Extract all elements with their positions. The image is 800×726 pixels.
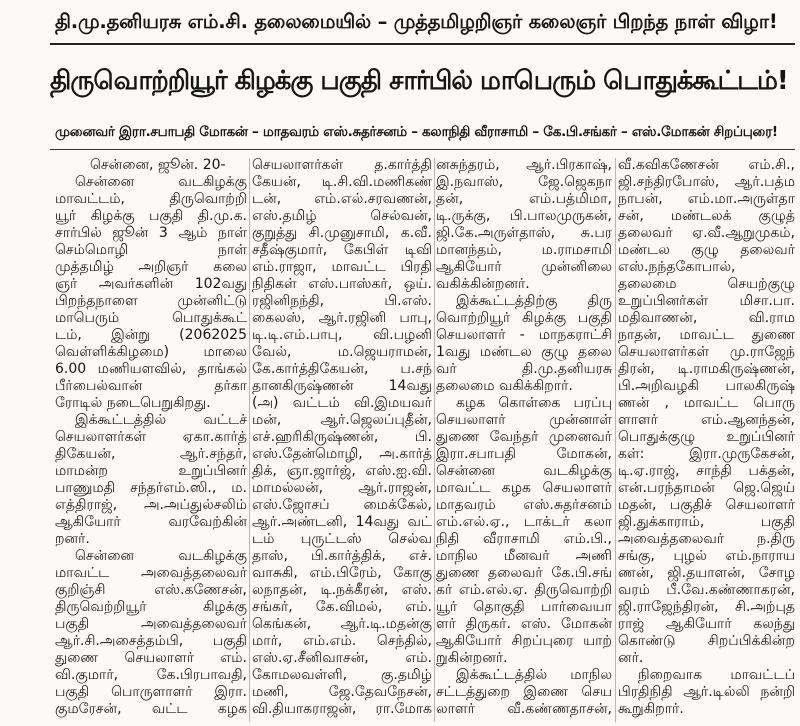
article-line: மாவட்ட கழக செயலாளர் [436, 480, 612, 496]
article-line: 1வது மண்டல குழு தலை [436, 344, 612, 360]
article-line: எத்திராஜ், அ.அப்துல்சலிம் [55, 497, 247, 513]
article-line: டி.டி.எம்.பாபு, வி.பழனி [252, 327, 432, 343]
article-line: நிதி வீராசாமி எம்.பி., [436, 531, 612, 547]
article-line: ஆர்.சி.அசைத்தம்பி, பகுதி [55, 633, 247, 649]
article-line: பீர்பைல்வான் தர்கா [55, 378, 247, 394]
article-line: மணி, ஜே.தேவநேசன், [252, 684, 432, 700]
article-line: மண்டல குழு தலைவர் [618, 242, 795, 258]
article-line: ளர் திருகர். எஸ். மோகன் [436, 616, 612, 632]
article-line: ணன், ஜி.தயாளன், சோழ [618, 565, 795, 581]
article-line: சார்பில் ஜூன் 3 ஆம் நாள் [55, 225, 247, 241]
article-line: டி.ஏ.ராஜ், சாந்தி பக்தன், [618, 463, 795, 479]
article-line: சதீஷ்குமார், கேபிள் டிவி [252, 242, 432, 258]
article-line: திரன், டி.ராமகிருஷ்ணன், [618, 361, 795, 377]
article-line: கேயன், டி.சி.வி.மணிகண் [252, 174, 432, 190]
article-line: ஆர்.அண்டனி, 14வது வட் [252, 514, 432, 530]
article-line: கைலஸ், ஆர்.ரஜினி பாபு, [252, 310, 432, 326]
article-line: துணை வேந்தர் முனைவர் [436, 429, 612, 445]
article-line: ரஜினிநந்தி, பி.எஸ். [252, 293, 432, 309]
article-line: மதிவாணன், வி.ராம [618, 310, 795, 326]
column-divider [615, 158, 616, 722]
article-line: எஸ்.தமிழ் செல்வன், [252, 208, 432, 224]
article-line: கூறுகிறார். [618, 701, 684, 717]
article-line: கெங்கன், ஆர்.டி.மதன்கு [252, 616, 432, 632]
article-line: சங்கு, புழல் எம்.நாராய [618, 548, 795, 564]
article-line: செம்மொழி நாள் [55, 242, 247, 258]
article-line: னர். [618, 650, 644, 666]
article-line: கழக கொள்கை பரப்பு [456, 395, 612, 411]
article-line: (அ) வட்டம் வி.இமயவர் [252, 395, 432, 411]
article-line: ணன் , மாவட்ட பொரு [618, 395, 795, 411]
article-line: வகிக்கின்றனர். [436, 276, 530, 292]
article-line: தலைவர் ஏ.வீ.ஆறுமுகம், [618, 225, 795, 241]
article-line: பகுதி பொருளாளர் இரா. [55, 684, 247, 700]
article-line: எம்.எல்.ஏ., டாக்டர் கலா [436, 514, 612, 530]
article-line: னசுந்தரம், ஆர்.பிரகாஷ், [436, 157, 612, 173]
article-line: சென்னை வடகிழக்கு [75, 548, 247, 564]
article-line: வேல், ம.ஜெயராமன், [252, 344, 432, 360]
article-line: கே.கார்த்திகேயன், ப.சந் [252, 361, 432, 377]
article-line: முத்தமிழ் அறிஞர் கலை [55, 259, 247, 275]
article-line: மார், எம்.எம். செந்தில், [252, 633, 432, 649]
headline: திருவொற்றியூர் கிழக்கு பகுதி சார்பில் மாபெரும் பொதுக்கூட்டம்! [50, 66, 788, 96]
article-line: ஜி.சந்திரபோஸ், ஆர்.பத்ம [618, 174, 795, 190]
article-line: மதன், பகுதிச் செயலாளர் [618, 497, 795, 513]
article-line: பொதுக்குழு உறுப்பினர் [618, 429, 795, 445]
article-line: உறுப்பினர்கள் மிசா.பா. [618, 293, 795, 309]
article-line: ஜி.துக்காராம், பகுதி [618, 514, 795, 530]
article-line: சென்னை வடகிழக்கு [75, 174, 247, 190]
article-line: வொற்றியூர் கிழக்கு பகுதி [436, 310, 612, 326]
article-line: மாமல்லன், ஆர்.ராஜன், [252, 480, 432, 496]
article-line: எம்.ராஜா, மாவட்ட பிரதி [252, 259, 432, 275]
article-line: றுகின்றனர். [436, 650, 508, 666]
article-line: சட்டத்துறை இணை செய [436, 684, 612, 700]
article-line: என்.பரந்தாமன் ஜெ.ஜெய் [618, 480, 795, 496]
article-line: கள்: இரா.முருகேசன், [618, 446, 795, 462]
article-line: தன், எம்.பத்மிமா, [436, 191, 612, 207]
article-line: பாணுமதி சந்தர்எம்.ஸி., ம. [55, 480, 247, 496]
article-column-3 [436, 157, 612, 718]
article-line: தாஸ், பி.கார்த்திக், எச். [252, 548, 432, 564]
article-line: குமரேசன், வட்ட கழக [55, 701, 247, 717]
article-line: வர் தி.மு.தனியரசு [436, 361, 612, 377]
article-line: செயலாளர்கள் த.கார்த்தி [252, 157, 432, 173]
article-line: ஞர் அவர்களின் 102வது [55, 276, 247, 292]
article-line: ஆகியோர் முன்னிலை [436, 259, 612, 275]
article-line: வாசுகி, எம்.பிரேம், கோகு [252, 565, 432, 581]
article-line: சங்கர், கே.விமல், எம். [252, 599, 432, 615]
article-line: ஆகியோர் சிறப்புரை யாற் [436, 633, 612, 649]
article-line: திக், ஞா.ஜார்ஜ், எஸ்.ஐ.வி. [252, 463, 432, 479]
article-line: பிறந்தநாளை முன்னிட்டு [55, 293, 247, 309]
article-line: மாபெரும் பொதுக்கூட் [55, 310, 247, 326]
article-line: வி.குமார், கே.பிரபாவதி, [55, 667, 247, 683]
article-line: யூர் கிழக்கு பகுதி தி.மு.க. [55, 208, 247, 224]
article-line: தானகிருஷ்ணன் 14வது [252, 378, 432, 394]
article-line: யூர் தொகுதி பார்வையா [436, 599, 612, 615]
article-line: றனர். [55, 531, 90, 547]
article-line: தலைமை செயற்குழு [618, 276, 795, 292]
article-line: எஸ்.தேன்மொழி, அ.கார்த் [252, 446, 432, 462]
column-divider [434, 158, 435, 722]
article-line: ஆகியோர் வரவேற்கின் [55, 514, 247, 530]
article-line: இரா.சபாபதி மோகன், [436, 446, 612, 462]
article-line: வரம் பீ.வே.கண்ணாகரன், [618, 582, 795, 598]
article-line: குறுத்து சி.முனுசாமி, க.வீ. [252, 225, 432, 241]
subhead-rule [50, 149, 795, 150]
article-line: மாவட்ட அவைத்தலைவர் [55, 565, 247, 581]
article-line: ராஜ் ஆகியோர் கலந்து [618, 616, 795, 632]
article-line: டி.ருக்கு, பி.பாலமுருகன், [436, 208, 612, 224]
article-line: துணை தலைவர் கே.பி.சங் [436, 565, 612, 581]
column-divider [249, 158, 250, 722]
article-line: பிரதிநிதி ஆர்.டில்லி நன்றி [618, 684, 795, 700]
article-line: வெள்ளிக்கிழமை) மாலை [55, 344, 247, 360]
article-line: மாதவரம் எஸ்.சுதர்சனம் [436, 497, 612, 513]
article-line: டம், இன்று (2062025 [55, 327, 247, 343]
article-line: இக்கூட்டத்திற்கு திரு [456, 293, 612, 309]
article-line: வீ.கவிகணேசன் எம்.சி., [618, 157, 795, 173]
article-line: செயலாளர்கள் ஏகா.கார்த் [55, 429, 247, 445]
article-line: இ.நவாஸ், ஜே.ஜெகநா [436, 174, 612, 190]
article-line: ஜி.ராஜேந்திரன், சி.அற்புத [618, 599, 795, 615]
article-line: ஜி.கே.அருள்தாஸ், சு.பர [436, 225, 612, 241]
article-line: எஸ்.ஜோசப் மைக்கேல், [252, 497, 432, 513]
article-line: குறிஞ்சி எஸ்.கணேசன், [55, 582, 247, 598]
article-line: கோமலவள்ளி, கு.தமிழ் [252, 667, 432, 683]
article-line: எஸ்.ஏ.சீனிவாசன், எம். [252, 650, 432, 666]
article-line: டன், எம்.எல்.சரவணன், [252, 191, 432, 207]
article-line: 6.00 மணியளவில், தாங்கல் [55, 361, 247, 377]
article-line: லநாதன், டி.நக்கீரன், எஸ். [252, 582, 432, 598]
dateline: சென்னை, ஜூன். 20- [90, 157, 226, 173]
article-line: இக்கூட்டத்தில் வட்டச் [75, 412, 247, 428]
article-line: மாமன்ற உறுப்பினர் [55, 463, 247, 479]
article-line: வி.தியாகராஜன், ரா.மோக [252, 701, 432, 717]
article-line: லாளர் வீ.கண்ணதாசன், [436, 701, 612, 717]
article-line: செயலாளர்கள் மு.ராஜேந் [618, 344, 795, 360]
article-line: எஸ்.நந்தகோபால், [618, 259, 736, 275]
article-line: எச்.ஹரிகிருஷ்ணன், பி. [252, 429, 432, 445]
article-line: மாநில மீனவர் அணி [436, 548, 612, 564]
article-line: டம் புருட்டஸ் செல்வ [252, 531, 432, 547]
article-line: சன், மண்டலக் குழுத் [618, 208, 795, 224]
article-line: நாபன், எம்.மா.அருள்தா [618, 191, 795, 207]
article-line: திருவெற்றியூர் கிழக்கு [55, 599, 247, 615]
article-line: நிதிகள் எஸ்.பாஸ்கர், ஒய். [252, 276, 432, 292]
article-line: செயலாளர் - மாநகராட்சி [436, 327, 612, 343]
article-line: தலைமை வகிக்கிறார். [436, 378, 573, 394]
kicker-line: தி.மு.தனியரசு எம்.சி. தலைமையில் – முத்தமிழறிஞர் கலைஞர் பிறந்த நாள் விழா! [55, 10, 778, 33]
article-line: திகேயன், ஆர்.சந்தர், [55, 446, 247, 462]
article-line: பகுதி அவைத்தலைவர் [55, 616, 247, 632]
subheadline: முனைவர் இரா.சபாபதி மோகன் – மாதவரம் எஸ்.சுதர்சனம் – கலாநிதி வீராசாமி – கே.பி.சங்கர் – எஸ்.மோகன் சிறப்புரை! [55, 124, 778, 140]
article-line: அவைத்தலைவர் ந.திரு [618, 531, 795, 547]
article-line: பி.அறிவழகி பாலகிருஷ் [618, 378, 795, 394]
article-line: இக்கூட்டத்தில் மாநில [456, 667, 612, 683]
article-line: செயலாளர் முன்னாள் [436, 412, 612, 428]
article-line: சென்னை வடகிழக்கு [436, 463, 612, 479]
article-line: நாதன், மாவட்ட துணை [618, 327, 795, 343]
article-column-4 [618, 157, 795, 718]
article-line: ரோடில் நடைபெறுகிறது. [55, 395, 211, 411]
article-line: ளாளர் எம்.ஆனந்தன், [618, 412, 795, 428]
article-line: கொண்டு சிறப்பிக்கின்ற [618, 633, 795, 649]
article-line: மாவட்டம், திருவொற்றி [55, 191, 247, 207]
article-line: துணை செயலாளர் எம். [55, 650, 247, 666]
article-column-2 [252, 157, 432, 718]
article-line: நிறைவாக மாவட்டப் [638, 667, 795, 683]
article-line: மன், ஆர்.ஜெலப்புதீன், [252, 412, 432, 428]
top-rule [50, 43, 795, 45]
article-column-1 [55, 157, 247, 718]
article-line: மானந்தம், ம.ராமசாமி [436, 242, 612, 258]
article-line: கர் எம்.எல்.ஏ. திருவொற்றி [436, 582, 612, 598]
